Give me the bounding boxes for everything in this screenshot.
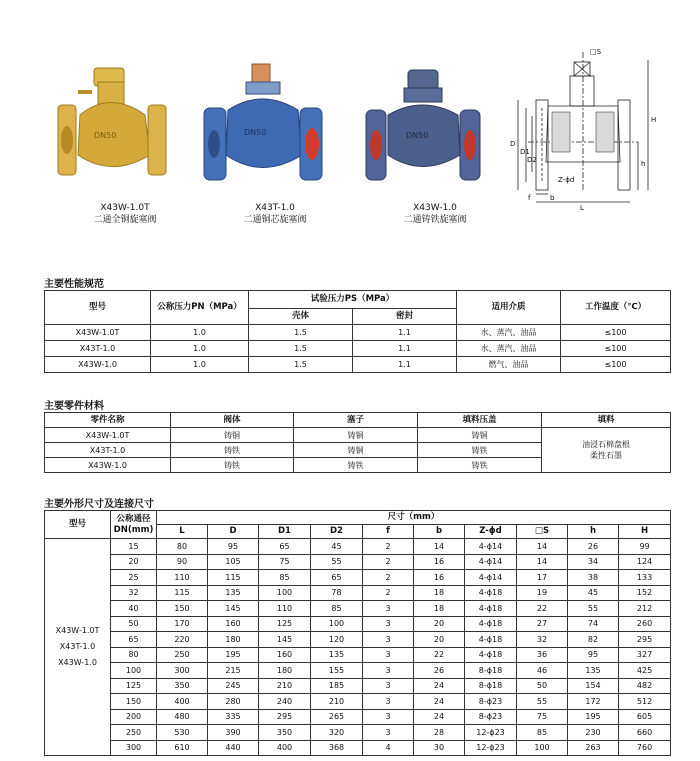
dims-row xyxy=(45,647,671,663)
dims-cell: 300 xyxy=(157,663,208,679)
perf-cell-pn: 1.0 xyxy=(151,325,249,341)
dims-model-name: X43T-1.0 xyxy=(59,642,96,651)
dims-cell: 95 xyxy=(568,647,619,663)
dims-cell: 145 xyxy=(259,632,311,648)
dims-cell: 75 xyxy=(259,554,311,570)
dims-cell: 195 xyxy=(208,647,259,663)
packing-line1: 油浸石棉盘根 xyxy=(582,440,630,449)
dims-row xyxy=(45,740,671,756)
dims-cell: 115 xyxy=(208,570,259,586)
dims-cell: 65 xyxy=(311,570,363,586)
perf-cell-seal: 1.1 xyxy=(353,325,457,341)
dims-cell: 280 xyxy=(208,694,259,710)
dims-row xyxy=(45,663,671,679)
header-col-3: D2 xyxy=(311,525,363,539)
dims-cell: 320 xyxy=(311,725,363,741)
dims-cell: 12-ϕ23 xyxy=(465,725,517,741)
dims-cell: 18 xyxy=(414,585,465,601)
header-col-6: Z-ϕd xyxy=(465,525,517,539)
dimensions-table xyxy=(44,510,671,756)
perf-cell-model: X43T-1.0 xyxy=(45,341,151,357)
dims-cell-dn: 300 xyxy=(111,740,157,756)
dims-cell: 125 xyxy=(259,616,311,632)
dims-cell-dn: 150 xyxy=(111,694,157,710)
perf-row xyxy=(45,341,671,357)
dims-cell: 230 xyxy=(568,725,619,741)
label-h: h xyxy=(641,160,646,168)
dims-row xyxy=(45,632,671,648)
header-shell: 壳体 xyxy=(249,309,353,325)
mat-row xyxy=(45,428,671,443)
header-plug: 塞子 xyxy=(294,413,418,428)
dims-cell: 150 xyxy=(157,601,208,617)
dims-cell: 260 xyxy=(619,616,671,632)
dims-cell: 3 xyxy=(363,678,414,694)
dims-cell: 215 xyxy=(208,663,259,679)
perf-cell-medium: 燃气、油品 xyxy=(457,357,561,373)
perf-cell-medium: 水、蒸汽、油品 xyxy=(457,341,561,357)
dims-row xyxy=(45,601,671,617)
svg-text:DN50: DN50 xyxy=(406,131,429,140)
dims-cell: 295 xyxy=(619,632,671,648)
dims-cell-dn: 15 xyxy=(111,539,157,555)
dims-cell: 482 xyxy=(619,678,671,694)
perf-cell-shell: 1.5 xyxy=(249,325,353,341)
dims-cell-dn: 200 xyxy=(111,709,157,725)
svg-text:DN50: DN50 xyxy=(244,128,267,137)
dims-row xyxy=(45,539,671,555)
dims-cell: 350 xyxy=(157,678,208,694)
dims-cell: 530 xyxy=(157,725,208,741)
mat-cell-model: X43W-1.0T xyxy=(45,428,171,443)
dims-cell: 100 xyxy=(517,740,568,756)
header-col-8: h xyxy=(568,525,619,539)
label-z-d: Z-ϕd xyxy=(558,176,575,184)
header-col-9: H xyxy=(619,525,671,539)
dims-cell-dn: 125 xyxy=(111,678,157,694)
dims-cell: 2 xyxy=(363,570,414,586)
dims-cell: 220 xyxy=(157,632,208,648)
dims-cell: 55 xyxy=(517,694,568,710)
dims-cell-dn: 80 xyxy=(111,647,157,663)
dims-cell: 55 xyxy=(311,554,363,570)
dims-cell: 20 xyxy=(414,616,465,632)
dims-cell: 20 xyxy=(414,632,465,648)
dims-cell: 16 xyxy=(414,554,465,570)
header-model: 型号 xyxy=(45,511,111,539)
dims-cell: 8-ϕ23 xyxy=(465,709,517,725)
dims-cell: 8-ϕ18 xyxy=(465,678,517,694)
header-temp: 工作温度（℃） xyxy=(561,291,671,325)
dims-cell: 19 xyxy=(517,585,568,601)
product-model: X43W-1.0T xyxy=(100,203,150,213)
dims-cell: 4-ϕ18 xyxy=(465,616,517,632)
dims-cell: 265 xyxy=(311,709,363,725)
perf-cell-shell: 1.5 xyxy=(249,357,353,373)
dims-cell: 8-ϕ23 xyxy=(465,694,517,710)
dims-row xyxy=(45,554,671,570)
header-dn xyxy=(111,511,157,539)
dims-cell: 760 xyxy=(619,740,671,756)
label-l: L xyxy=(580,204,584,212)
header-part: 零件名称 xyxy=(45,413,171,428)
dims-cell: 240 xyxy=(259,694,311,710)
perf-section-title: 主要性能规范 xyxy=(44,279,104,290)
dims-cell: 75 xyxy=(517,709,568,725)
dims-cell: 480 xyxy=(157,709,208,725)
dims-cell: 4 xyxy=(363,740,414,756)
mat-cell-body: 铸铜 xyxy=(171,428,294,443)
dims-row xyxy=(45,709,671,725)
dims-cell: 110 xyxy=(157,570,208,586)
dims-row xyxy=(45,694,671,710)
header-ps: 试验压力PS（MPa） xyxy=(249,291,457,309)
performance-table xyxy=(44,290,671,373)
header-dn-line2: DN(mm) xyxy=(113,524,154,535)
dims-cell-dn: 25 xyxy=(111,570,157,586)
dims-cell: 45 xyxy=(568,585,619,601)
dims-cell: 16 xyxy=(414,570,465,586)
dims-cell: 50 xyxy=(517,678,568,694)
dims-cell: 605 xyxy=(619,709,671,725)
dims-cell: 27 xyxy=(517,616,568,632)
valve-dimension-drawing xyxy=(508,42,668,212)
dims-cell: 85 xyxy=(259,570,311,586)
dims-cell: 4-ϕ18 xyxy=(465,647,517,663)
dims-cell: 115 xyxy=(157,585,208,601)
dims-cell: 263 xyxy=(568,740,619,756)
dims-cell: 4-ϕ18 xyxy=(465,632,517,648)
dims-cell: 2 xyxy=(363,585,414,601)
perf-cell-model: X43W-1.0 xyxy=(45,357,151,373)
dims-cell: 85 xyxy=(311,601,363,617)
dims-cell-dn: 20 xyxy=(111,554,157,570)
perf-cell-seal: 1.1 xyxy=(353,357,457,373)
header-size: 尺寸（mm） xyxy=(157,511,671,525)
dims-cell: 85 xyxy=(517,725,568,741)
dims-cell: 4-ϕ14 xyxy=(465,539,517,555)
dims-cell: 3 xyxy=(363,647,414,663)
dims-cell: 145 xyxy=(208,601,259,617)
label-square-s: □S xyxy=(590,48,602,56)
dims-cell: 250 xyxy=(157,647,208,663)
dims-cell: 36 xyxy=(517,647,568,663)
dims-cell: 12-ϕ23 xyxy=(465,740,517,756)
dims-cell: 4-ϕ14 xyxy=(465,554,517,570)
dims-cell: 46 xyxy=(517,663,568,679)
dims-cell: 3 xyxy=(363,709,414,725)
dims-cell: 3 xyxy=(363,632,414,648)
dims-cell: 24 xyxy=(414,678,465,694)
dims-cell: 425 xyxy=(619,663,671,679)
dims-cell: 105 xyxy=(208,554,259,570)
dims-section-title: 主要外形尺寸及连接尺寸 xyxy=(44,499,154,510)
mat-section-title: 主要零件材料 xyxy=(44,401,104,412)
dims-row xyxy=(45,570,671,586)
label-d2: D2 xyxy=(527,156,537,164)
dims-cell: 660 xyxy=(619,725,671,741)
header-col-0: L xyxy=(157,525,208,539)
mat-cell-plug: 铸铜 xyxy=(294,443,418,458)
dims-cell: 3 xyxy=(363,601,414,617)
dims-cell: 14 xyxy=(414,539,465,555)
header-dn-line1: 公称通径 xyxy=(116,513,151,524)
dims-model-name: X43W-1.0T xyxy=(55,626,100,635)
product-model: X43W-1.0 xyxy=(413,203,457,213)
dims-cell: 22 xyxy=(517,601,568,617)
dims-cell: 26 xyxy=(568,539,619,555)
brass-plug-valve-image xyxy=(50,60,200,200)
dims-cell: 170 xyxy=(157,616,208,632)
header-col-5: b xyxy=(414,525,465,539)
dims-cell: 8-ϕ18 xyxy=(465,663,517,679)
mat-cell-plug: 铸铜 xyxy=(294,428,418,443)
dims-cell-dn: 32 xyxy=(111,585,157,601)
dims-cell: 99 xyxy=(619,539,671,555)
header-medium: 适用介质 xyxy=(457,291,561,325)
dims-row xyxy=(45,678,671,694)
dims-cell: 28 xyxy=(414,725,465,741)
label-b: b xyxy=(550,194,555,202)
mat-cell-body: 铸铁 xyxy=(171,443,294,458)
dims-cell-dn: 50 xyxy=(111,616,157,632)
dims-cell: 24 xyxy=(414,709,465,725)
header-seal: 密封 xyxy=(353,309,457,325)
perf-row xyxy=(45,357,671,373)
product-caption-2 xyxy=(195,202,355,226)
header-body: 阀体 xyxy=(171,413,294,428)
product-name: 二通全铜旋塞阀 xyxy=(93,215,157,225)
dims-row xyxy=(45,585,671,601)
dims-cell: 135 xyxy=(311,647,363,663)
dims-cell: 610 xyxy=(157,740,208,756)
mat-cell-plug: 铸铁 xyxy=(294,458,418,473)
perf-cell-seal: 1.1 xyxy=(353,341,457,357)
dims-cell: 100 xyxy=(259,585,311,601)
dims-cell: 133 xyxy=(619,570,671,586)
dims-cell: 2 xyxy=(363,554,414,570)
dims-cell: 26 xyxy=(414,663,465,679)
dims-cell: 34 xyxy=(568,554,619,570)
perf-cell-model: X43W-1.0T xyxy=(45,325,151,341)
mat-cell-packing xyxy=(542,428,671,473)
dims-cell: 152 xyxy=(619,585,671,601)
dims-cell: 14 xyxy=(517,539,568,555)
dims-cell: 14 xyxy=(517,554,568,570)
perf-cell-pn: 1.0 xyxy=(151,341,249,357)
dims-cell: 3 xyxy=(363,616,414,632)
perf-cell-shell: 1.5 xyxy=(249,341,353,357)
dims-cell: 78 xyxy=(311,585,363,601)
product-name: 二通铸铁旋塞阀 xyxy=(403,215,467,225)
header-col-2: D1 xyxy=(259,525,311,539)
dims-cell-dn: 250 xyxy=(111,725,157,741)
dims-cell: 3 xyxy=(363,663,414,679)
dims-model-name: X43W-1.0 xyxy=(58,658,97,667)
mat-cell-gland: 铸铜 xyxy=(418,428,542,443)
dims-cell: 135 xyxy=(208,585,259,601)
dims-cell: 65 xyxy=(259,539,311,555)
product-caption-1 xyxy=(45,202,205,226)
header-packing: 填料 xyxy=(542,413,671,428)
product-caption-3 xyxy=(355,202,515,226)
dims-cell: 400 xyxy=(157,694,208,710)
dims-cell: 100 xyxy=(311,616,363,632)
dims-cell: 135 xyxy=(568,663,619,679)
dims-cell: 295 xyxy=(259,709,311,725)
dims-cell: 212 xyxy=(619,601,671,617)
perf-cell-pn: 1.0 xyxy=(151,357,249,373)
dims-cell: 154 xyxy=(568,678,619,694)
label-d: D xyxy=(510,140,516,148)
label-h-total: H xyxy=(651,116,657,124)
dims-cell: 90 xyxy=(157,554,208,570)
dims-cell: 18 xyxy=(414,601,465,617)
perf-row xyxy=(45,325,671,341)
dims-cell: 335 xyxy=(208,709,259,725)
dims-cell-dn: 65 xyxy=(111,632,157,648)
dims-cell: 327 xyxy=(619,647,671,663)
dims-cell: 350 xyxy=(259,725,311,741)
dims-cell: 110 xyxy=(259,601,311,617)
dims-cell: 400 xyxy=(259,740,311,756)
dims-cell: 17 xyxy=(517,570,568,586)
dims-row xyxy=(45,725,671,741)
perf-cell-temp: ≤100 xyxy=(561,357,671,373)
copper-core-plug-valve-image xyxy=(200,60,350,200)
perf-cell-temp: ≤100 xyxy=(561,325,671,341)
dims-cell: 155 xyxy=(311,663,363,679)
header-col-1: D xyxy=(208,525,259,539)
dims-cell: 160 xyxy=(208,616,259,632)
dims-cell: 95 xyxy=(208,539,259,555)
dims-cell: 74 xyxy=(568,616,619,632)
dims-cell: 160 xyxy=(259,647,311,663)
dims-model-cell xyxy=(45,539,111,756)
product-name: 二通铜芯旋塞阀 xyxy=(243,215,307,225)
header-gland: 填料压盖 xyxy=(418,413,542,428)
dims-cell: 245 xyxy=(208,678,259,694)
mat-cell-model: X43T-1.0 xyxy=(45,443,171,458)
label-d1: D1 xyxy=(520,148,530,156)
cast-iron-plug-valve-image xyxy=(360,60,510,200)
perf-cell-temp: ≤100 xyxy=(561,341,671,357)
dims-cell: 3 xyxy=(363,725,414,741)
mat-cell-model: X43W-1.0 xyxy=(45,458,171,473)
dims-row xyxy=(45,616,671,632)
dims-cell: 4-ϕ18 xyxy=(465,585,517,601)
dims-cell: 180 xyxy=(259,663,311,679)
dims-cell: 390 xyxy=(208,725,259,741)
mat-cell-body: 铸铁 xyxy=(171,458,294,473)
dims-cell: 24 xyxy=(414,694,465,710)
dims-cell: 512 xyxy=(619,694,671,710)
dims-cell: 80 xyxy=(157,539,208,555)
dims-cell: 22 xyxy=(414,647,465,663)
dims-cell-dn: 40 xyxy=(111,601,157,617)
mat-cell-gland: 铸铁 xyxy=(418,458,542,473)
dims-cell: 45 xyxy=(311,539,363,555)
dims-cell: 440 xyxy=(208,740,259,756)
header-model: 型号 xyxy=(45,291,151,325)
dims-cell: 180 xyxy=(208,632,259,648)
mat-cell-gland: 铸铁 xyxy=(418,443,542,458)
dims-cell: 172 xyxy=(568,694,619,710)
dims-cell: 210 xyxy=(311,694,363,710)
svg-text:DN50: DN50 xyxy=(94,131,117,140)
dims-cell: 120 xyxy=(311,632,363,648)
dims-cell: 124 xyxy=(619,554,671,570)
header-col-4: f xyxy=(363,525,414,539)
materials-table xyxy=(44,412,671,473)
dims-cell: 2 xyxy=(363,539,414,555)
dims-cell: 195 xyxy=(568,709,619,725)
dims-cell: 3 xyxy=(363,694,414,710)
packing-line2: 柔性石墨 xyxy=(590,451,622,460)
perf-cell-medium: 水、蒸汽、油品 xyxy=(457,325,561,341)
product-model: X43T-1.0 xyxy=(255,203,295,213)
header-col-7: □S xyxy=(517,525,568,539)
dims-cell: 38 xyxy=(568,570,619,586)
header-pn: 公称压力PN（MPa） xyxy=(151,291,249,325)
dims-cell: 4-ϕ14 xyxy=(465,570,517,586)
dims-cell: 185 xyxy=(311,678,363,694)
dims-cell: 210 xyxy=(259,678,311,694)
dims-cell: 32 xyxy=(517,632,568,648)
dims-cell: 82 xyxy=(568,632,619,648)
dims-cell: 4-ϕ18 xyxy=(465,601,517,617)
dims-cell-dn: 100 xyxy=(111,663,157,679)
dims-cell: 55 xyxy=(568,601,619,617)
label-f: f xyxy=(528,194,531,202)
dims-cell: 30 xyxy=(414,740,465,756)
dims-cell: 368 xyxy=(311,740,363,756)
